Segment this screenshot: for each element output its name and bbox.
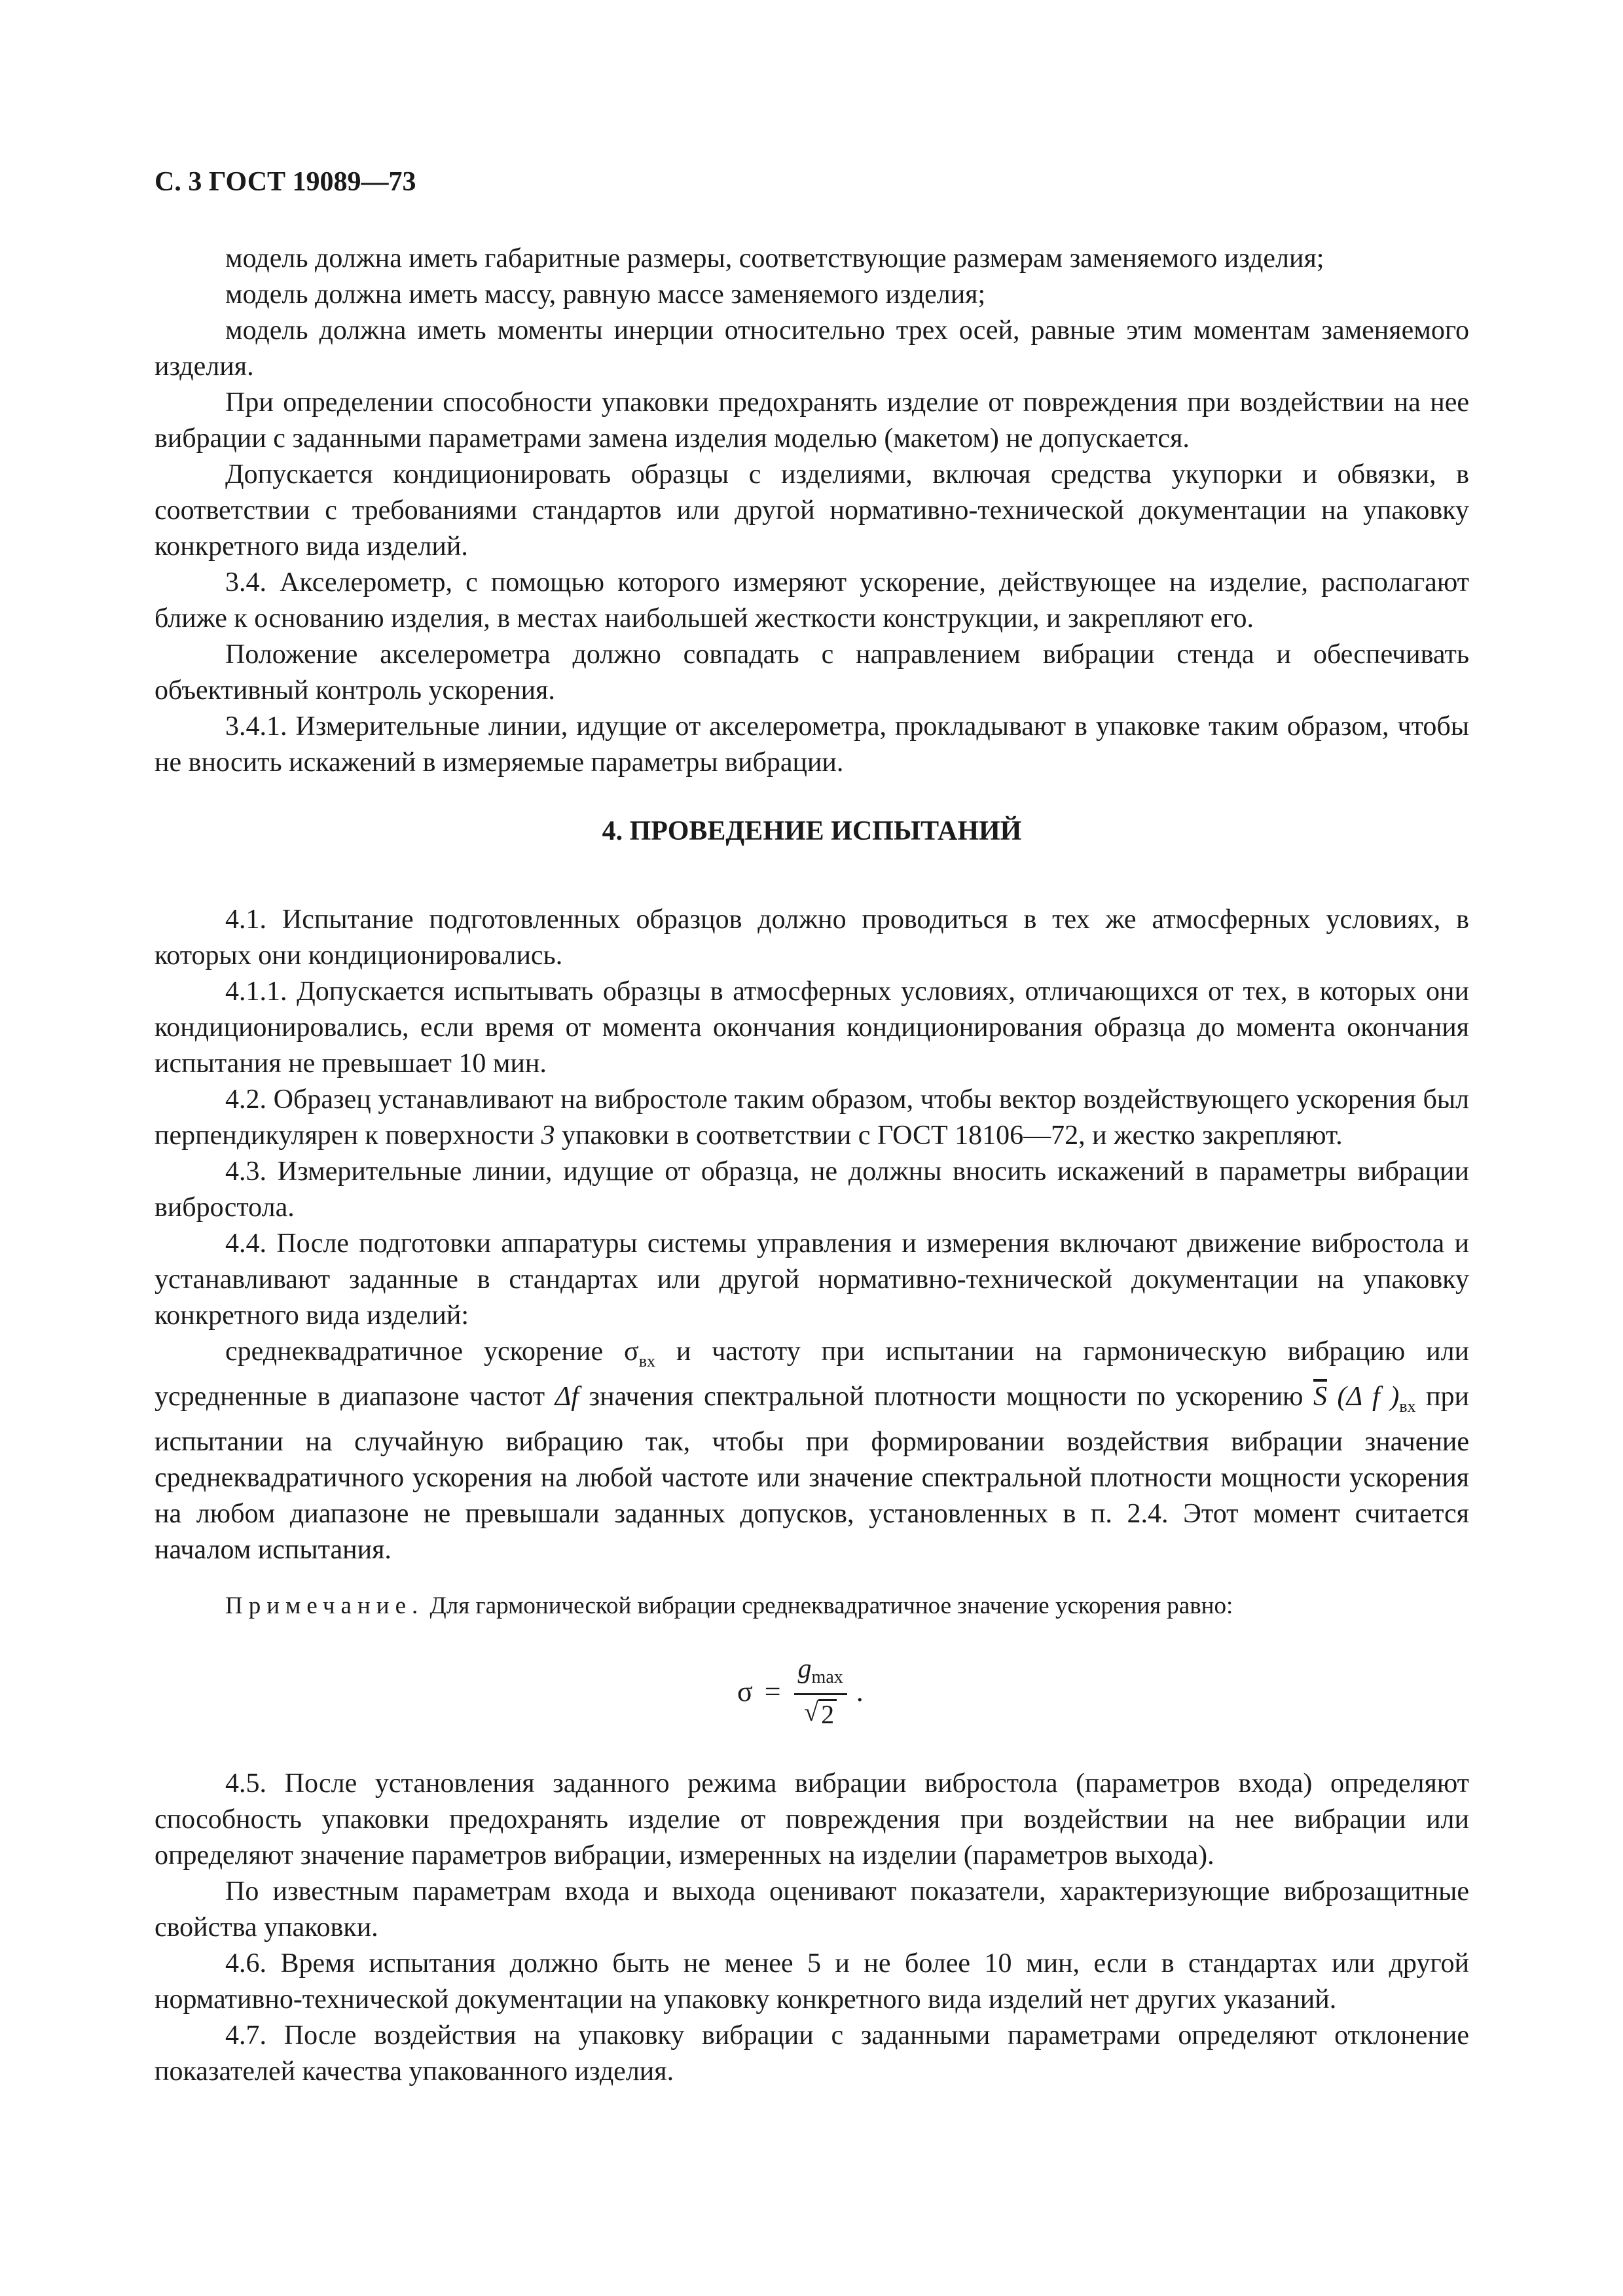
text-segment: при испытании на случайную вибрацию так, чтобы при формировании воздействия вибрации значение среднеквадратичного ускорения на любой частоте или значение спектральной плотности мощности ускорения на любом диапазоне не превышали заданных допусков, установленных в п. 2.4. Этот момент считается началом испытания.	[155, 1382, 1469, 1565]
paragraph-formula-text	[155, 1334, 1469, 1568]
text-segment: 4.2. Образец устанавливают на вибростоле таким образом, чтобы вектор воздействующего ускорения был перпендикулярен к поверхности	[155, 1085, 1469, 1151]
note	[155, 1589, 1469, 1623]
sqrt-expression	[804, 1695, 837, 1729]
delta-f-symbol: Δf	[555, 1382, 579, 1412]
formula-block	[155, 1635, 1469, 1746]
paragraph: модель должна иметь массу, равную массе заменяемого изделия;	[225, 279, 986, 310]
subscript: вх	[638, 1352, 655, 1371]
paragraph: 4.4. После подготовки аппаратуры системы управления и измерения включают движение вибростола и устанавливают заданные в стандартах или другой нормативно-технической документации на упаковку конкретного вида изделий:	[155, 1229, 1469, 1331]
paragraph: 4.5. После установления заданного режима вибрации вибростола (параметров входа) определяют способность упаковки предохранять изделие от повреждения при воздействии на нее вибрации или определяют значение параметров вибрации, измеренных на изделии (параметров выхода).	[155, 1768, 1469, 1871]
paragraph: Положение акселерометра должно совпадать с направлением вибрации стенда и обеспечивать объективный контроль ускорения.	[155, 639, 1469, 706]
formula-equals: =	[764, 1675, 781, 1708]
paragraph: 3.4. Акселерометр, с помощью которого измеряют ускорение, действующее на изделие, располагают ближе к основанию изделия, в местах наибольшей жесткости конструкции, и закрепляют его.	[155, 567, 1469, 634]
paragraph: Допускается кондиционировать образцы с изделиями, включая средства укупорки и обвязки, в соответствии с требованиями стандартов или другой нормативно-технической документации на упаковку конкретного вида изделий.	[155, 459, 1469, 562]
paragraph: 4.1.1. Допускается испытывать образцы в атмосферных условиях, отличающихся от тех, в которых они кондиционировались, если время от момента окончания кондиционирования образца до момента окончания испытания не превышает 10 мин.	[155, 977, 1469, 1079]
numerator-subscript: max	[811, 1667, 843, 1687]
paragraph: 4.1. Испытание подготовленных образцов должно проводиться в тех же атмосферных условиях, в которых они кондиционировались.	[155, 905, 1469, 971]
sqrt-value: 2	[818, 1699, 837, 1729]
note-label: Примечание.	[225, 1592, 424, 1619]
paragraph: модель должна иметь моменты инерции относительно трех осей, равные этим моментам заменяемого изделия.	[155, 315, 1469, 382]
delta-f-paren: (Δ f )	[1326, 1382, 1400, 1412]
s-bar-symbol: $\overline{S}$	[1313, 1382, 1327, 1412]
page-header: С. 3 ГОСТ 19089—73	[155, 167, 416, 197]
subscript: вх	[1399, 1397, 1416, 1416]
sqrt-icon: √	[804, 1697, 819, 1727]
sigma-symbol: σ	[624, 1336, 639, 1367]
formula-fraction	[794, 1653, 847, 1729]
note-text: Для гармонической вибрации среднеквадратичное значение ускорения равно:	[424, 1592, 1233, 1619]
paragraph: При определении способности упаковки предохранять изделие от повреждения при воздействии на нее вибрации с заданными параметрами замена изделия моделью (макетом) не допускается.	[155, 387, 1469, 454]
paragraph: 3.4.1. Измерительные линии, идущие от акселерометра, прокладывают в упаковке таким образом, чтобы не вносить искажений в измеряемые параметры вибрации.	[155, 711, 1469, 778]
text-segment-italic: 3	[541, 1121, 555, 1151]
paragraph: 4.6. Время испытания должно быть не менее 5 и не более 10 мин, если в стандартах или другой нормативно-технической документации на упаковку конкретного вида изделий нет других указаний.	[155, 1948, 1469, 2015]
paragraph: 4.3. Измерительные линии, идущие от образца, не должны вносить искажений в параметры вибрации вибростола.	[155, 1157, 1469, 1223]
text-segment: упаковки в соответствии с ГОСТ 18106—72, и жестко закрепляют.	[555, 1121, 1343, 1151]
numerator-g: g	[797, 1654, 812, 1684]
section-title: 4. ПРОВЕДЕНИЕ ИСПЫТАНИЙ	[602, 816, 1022, 846]
text-segment: и частоту при испытании на гармоническую вибрацию или усредненные в диапазоне частот	[155, 1336, 1470, 1412]
paragraph-4-2	[155, 1082, 1469, 1154]
formula	[737, 1653, 864, 1729]
formula-denominator	[800, 1695, 841, 1729]
paragraph: 4.7. После воздействия на упаковку вибрации с заданными параметрами определяют отклонение показателей качества упакованного изделия.	[155, 2020, 1469, 2087]
text-segment: значения спектральной плотности мощности по ускорению	[578, 1382, 1313, 1412]
paragraph: По известным параметрам входа и выхода оценивают показатели, характеризующие виброзащитные свойства упаковки.	[155, 1876, 1469, 1943]
text-segment: среднеквадратичное ускорение	[225, 1336, 625, 1367]
formula-end: .	[856, 1675, 864, 1708]
formula-numerator	[794, 1653, 847, 1695]
formula-lhs: σ	[737, 1675, 753, 1708]
document-body	[155, 241, 1469, 2090]
paragraph: модель должна иметь габаритные размеры, соответствующие размерам заменяемого изделия;	[225, 243, 1324, 274]
